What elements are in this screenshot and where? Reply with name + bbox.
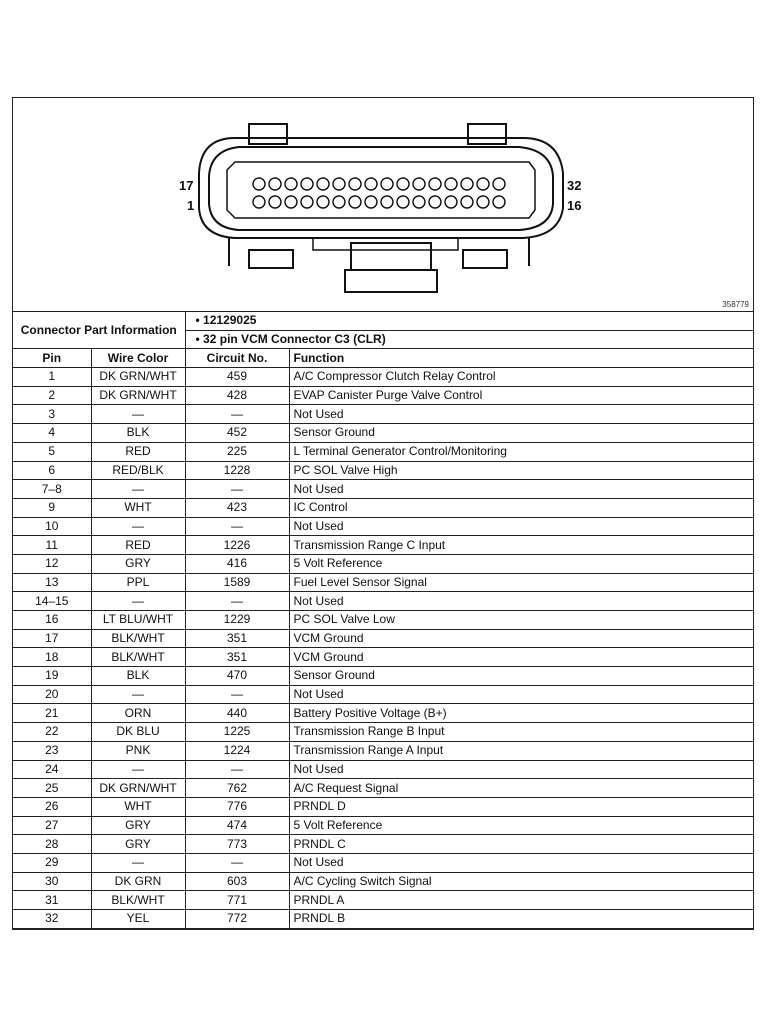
pin-socket — [477, 178, 489, 190]
circuit-cell: 1226 — [185, 536, 289, 555]
circuit-cell: 428 — [185, 386, 289, 405]
table-row — [13, 480, 753, 499]
circuit-cell: 1229 — [185, 611, 289, 630]
table-row — [13, 592, 753, 611]
pin-cell: 2 — [13, 386, 91, 405]
circuit-cell: — — [185, 405, 289, 424]
function-cell: IC Control — [289, 498, 753, 517]
function-cell: PC SOL Valve High — [289, 461, 753, 480]
function-cell: VCM Ground — [289, 629, 753, 648]
function-cell: Sensor Ground — [289, 424, 753, 443]
function-cell: A/C Cycling Switch Signal — [289, 872, 753, 891]
table-row — [13, 498, 753, 517]
table-row — [13, 611, 753, 630]
table-row — [13, 797, 753, 816]
pin-socket — [461, 178, 473, 190]
pin-label-16: 16 — [567, 198, 582, 213]
pin-cell: 18 — [13, 648, 91, 667]
pin-cell: 5 — [13, 442, 91, 461]
pin-socket — [445, 178, 457, 190]
function-cell: A/C Compressor Clutch Relay Control — [289, 368, 753, 387]
pin-cell: 9 — [13, 498, 91, 517]
function-cell: Transmission Range B Input — [289, 723, 753, 742]
pin-socket — [397, 178, 409, 190]
part-number: • 12129025 — [185, 312, 753, 330]
housing-outline — [199, 138, 563, 238]
wire-color-cell: DK GRN/WHT — [91, 386, 185, 405]
circuit-cell: 351 — [185, 629, 289, 648]
latch-knob — [345, 270, 437, 292]
circuit-cell: 1225 — [185, 723, 289, 742]
pin-cell: 16 — [13, 611, 91, 630]
table-row — [13, 760, 753, 779]
circuit-cell: 762 — [185, 779, 289, 798]
table-row — [13, 517, 753, 536]
circuit-cell: 440 — [185, 704, 289, 723]
circuit-cell: 225 — [185, 442, 289, 461]
wire-color-cell: BLK — [91, 424, 185, 443]
pin-socket — [333, 196, 345, 208]
circuit-cell: 771 — [185, 891, 289, 910]
pin-socket — [365, 178, 377, 190]
pin-socket — [317, 196, 329, 208]
pin-socket — [285, 196, 297, 208]
wire-color-cell: DK GRN — [91, 872, 185, 891]
pin-cell: 4 — [13, 424, 91, 443]
function-cell: Not Used — [289, 517, 753, 536]
wire-color-cell: RED — [91, 442, 185, 461]
pin-socket — [365, 196, 377, 208]
function-cell: Not Used — [289, 405, 753, 424]
pin-cell: 6 — [13, 461, 91, 480]
table-row — [13, 853, 753, 872]
pin-socket — [253, 178, 265, 190]
table-row — [13, 704, 753, 723]
wire-color-cell: DK GRN/WHT — [91, 368, 185, 387]
function-cell: PRNDL D — [289, 797, 753, 816]
pin-label-1: 1 — [187, 198, 195, 213]
pin-cell: 25 — [13, 779, 91, 798]
figure-code: 358779 — [722, 300, 749, 309]
pin-socket — [349, 196, 361, 208]
function-cell: Not Used — [289, 853, 753, 872]
function-cell: PRNDL B — [289, 910, 753, 929]
header-pin: Pin — [13, 349, 91, 368]
table-row — [13, 685, 753, 704]
bottom-tab-left — [249, 250, 293, 268]
table-row — [13, 536, 753, 555]
wire-color-cell: DK GRN/WHT — [91, 779, 185, 798]
pin-cell: 14–15 — [13, 592, 91, 611]
table-row — [13, 723, 753, 742]
pin-socket — [461, 196, 473, 208]
table-row — [13, 461, 753, 480]
wire-color-cell: GRY — [91, 816, 185, 835]
pin-cell: 30 — [13, 872, 91, 891]
wire-color-cell: WHT — [91, 498, 185, 517]
top-tab-left — [249, 124, 287, 144]
circuit-cell: 776 — [185, 797, 289, 816]
table-row — [13, 891, 753, 910]
wire-color-cell: — — [91, 405, 185, 424]
wire-color-cell: WHT — [91, 797, 185, 816]
function-cell: PC SOL Valve Low — [289, 611, 753, 630]
header-circuit: Circuit No. — [185, 349, 289, 368]
circuit-cell: — — [185, 760, 289, 779]
pin-socket — [477, 196, 489, 208]
wire-color-cell: RED — [91, 536, 185, 555]
function-cell: Not Used — [289, 592, 753, 611]
table-row — [13, 648, 753, 667]
pin-socket — [413, 178, 425, 190]
pin-socket — [397, 196, 409, 208]
pin-grid — [253, 178, 505, 208]
table-row — [13, 424, 753, 443]
pin-socket — [381, 196, 393, 208]
pin-cell: 31 — [13, 891, 91, 910]
pin-cell: 17 — [13, 629, 91, 648]
circuit-cell: 423 — [185, 498, 289, 517]
connector-sheet — [12, 97, 754, 930]
pin-cell: 22 — [13, 723, 91, 742]
pin-socket — [301, 178, 313, 190]
wire-color-cell: RED/BLK — [91, 461, 185, 480]
table-row — [13, 554, 753, 573]
circuit-cell: 773 — [185, 835, 289, 854]
circuit-cell: — — [185, 517, 289, 536]
pin-cell: 29 — [13, 853, 91, 872]
header-row — [13, 349, 753, 368]
circuit-cell: — — [185, 853, 289, 872]
pin-cell: 12 — [13, 554, 91, 573]
function-cell: Not Used — [289, 760, 753, 779]
wire-color-cell: GRY — [91, 554, 185, 573]
function-cell: 5 Volt Reference — [289, 554, 753, 573]
pin-socket — [269, 196, 281, 208]
pin-cell: 7–8 — [13, 480, 91, 499]
header-wire-color: Wire Color — [91, 349, 185, 368]
circuit-cell: 603 — [185, 872, 289, 891]
pin-cell: 21 — [13, 704, 91, 723]
table-row — [13, 386, 753, 405]
pin-socket — [285, 178, 297, 190]
wire-color-cell: — — [91, 853, 185, 872]
pin-socket — [349, 178, 361, 190]
pin-socket — [269, 178, 281, 190]
pin-cell: 27 — [13, 816, 91, 835]
connector-description: • 32 pin VCM Connector C3 (CLR) — [185, 330, 753, 349]
table-row — [13, 779, 753, 798]
function-cell: Transmission Range C Input — [289, 536, 753, 555]
latch-body — [351, 243, 431, 270]
circuit-cell: — — [185, 685, 289, 704]
function-cell: Sensor Ground — [289, 667, 753, 686]
function-cell: EVAP Canister Purge Valve Control — [289, 386, 753, 405]
circuit-cell: 452 — [185, 424, 289, 443]
pin-cell: 23 — [13, 741, 91, 760]
wire-color-cell: GRY — [91, 835, 185, 854]
wire-color-cell: PNK — [91, 741, 185, 760]
wire-color-cell: YEL — [91, 910, 185, 929]
pinout-table — [13, 312, 753, 929]
pin-socket — [493, 178, 505, 190]
connector-drawing — [13, 98, 753, 310]
wire-color-cell: — — [91, 592, 185, 611]
function-cell: 5 Volt Reference — [289, 816, 753, 835]
function-cell: L Terminal Generator Control/Monitoring — [289, 442, 753, 461]
pin-socket — [445, 196, 457, 208]
wire-color-cell: LT BLU/WHT — [91, 611, 185, 630]
pin-cell: 28 — [13, 835, 91, 854]
function-cell: VCM Ground — [289, 648, 753, 667]
wire-color-cell: — — [91, 760, 185, 779]
table-row — [13, 629, 753, 648]
circuit-cell: — — [185, 480, 289, 499]
pin-socket — [253, 196, 265, 208]
pin-cell: 32 — [13, 910, 91, 929]
pin-socket — [333, 178, 345, 190]
part-info-label: Connector Part Information — [13, 312, 185, 349]
wire-color-cell: ORN — [91, 704, 185, 723]
table-row — [13, 667, 753, 686]
function-cell: PRNDL A — [289, 891, 753, 910]
table-row — [13, 573, 753, 592]
pin-cell: 24 — [13, 760, 91, 779]
pin-cell: 19 — [13, 667, 91, 686]
pin-label-17: 17 — [179, 178, 194, 193]
function-cell: Not Used — [289, 480, 753, 499]
wire-color-cell: BLK — [91, 667, 185, 686]
table-row — [13, 741, 753, 760]
wire-color-cell: — — [91, 480, 185, 499]
pin-cell: 13 — [13, 573, 91, 592]
pin-socket — [429, 178, 441, 190]
table-row — [13, 872, 753, 891]
pin-cell: 10 — [13, 517, 91, 536]
pin-socket — [493, 196, 505, 208]
wire-color-cell: BLK/WHT — [91, 648, 185, 667]
circuit-cell: 772 — [185, 910, 289, 929]
table-row — [13, 910, 753, 929]
bottom-tab-right — [463, 250, 507, 268]
table-row — [13, 405, 753, 424]
pin-label-32: 32 — [567, 178, 582, 193]
table-row — [13, 816, 753, 835]
pin-cell: 1 — [13, 368, 91, 387]
circuit-cell: — — [185, 592, 289, 611]
table-row — [13, 368, 753, 387]
function-cell: PRNDL C — [289, 835, 753, 854]
circuit-cell: 470 — [185, 667, 289, 686]
pin-cell: 3 — [13, 405, 91, 424]
table-row — [13, 442, 753, 461]
part-info-row — [13, 312, 753, 330]
circuit-cell: 459 — [185, 368, 289, 387]
function-cell: Not Used — [289, 685, 753, 704]
function-cell: Transmission Range A Input — [289, 741, 753, 760]
wire-color-cell: — — [91, 517, 185, 536]
pin-cell: 11 — [13, 536, 91, 555]
circuit-cell: 1228 — [185, 461, 289, 480]
circuit-cell: 1224 — [185, 741, 289, 760]
function-cell: A/C Request Signal — [289, 779, 753, 798]
function-cell: Fuel Level Sensor Signal — [289, 573, 753, 592]
pin-socket — [413, 196, 425, 208]
pin-socket — [381, 178, 393, 190]
circuit-cell: 1589 — [185, 573, 289, 592]
connector-diagram — [13, 98, 753, 312]
top-tab-right — [468, 124, 506, 144]
pin-cell: 26 — [13, 797, 91, 816]
circuit-cell: 474 — [185, 816, 289, 835]
wire-color-cell: DK BLU — [91, 723, 185, 742]
table-row — [13, 835, 753, 854]
pin-cell: 20 — [13, 685, 91, 704]
circuit-cell: 351 — [185, 648, 289, 667]
pin-socket — [317, 178, 329, 190]
pin-socket — [429, 196, 441, 208]
pin-socket — [301, 196, 313, 208]
wire-color-cell: PPL — [91, 573, 185, 592]
header-function: Function — [289, 349, 753, 368]
wire-color-cell: BLK/WHT — [91, 891, 185, 910]
function-cell: Battery Positive Voltage (B+) — [289, 704, 753, 723]
wire-color-cell: BLK/WHT — [91, 629, 185, 648]
circuit-cell: 416 — [185, 554, 289, 573]
wire-color-cell: — — [91, 685, 185, 704]
